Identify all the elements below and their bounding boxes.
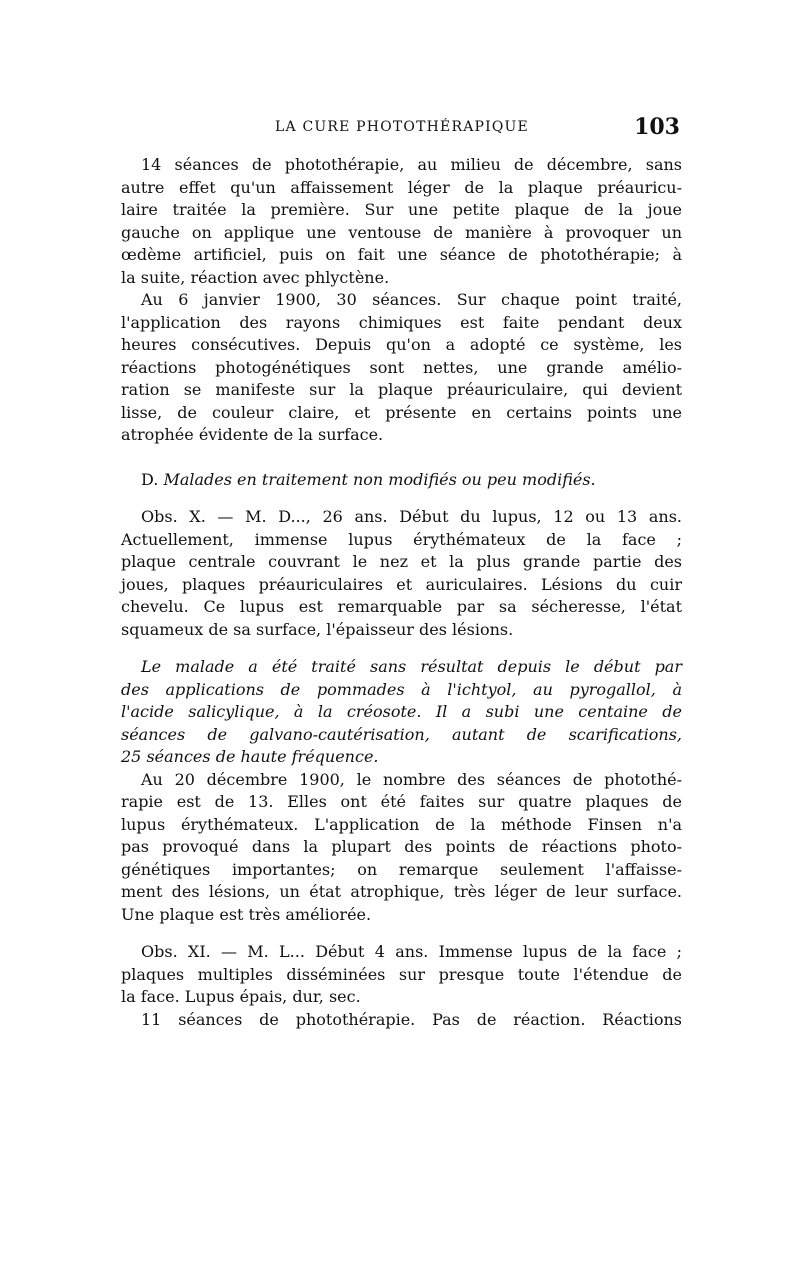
paragraph-1 bbox=[121, 154, 682, 289]
text-line: Obs. X. — M. D..., 26 ans. Début du lupus, 12 ou 13 ans. bbox=[141, 507, 682, 526]
paragraph-7 bbox=[121, 1009, 682, 1032]
section-label: D. bbox=[141, 469, 159, 489]
spacer bbox=[121, 926, 682, 941]
text-line: ment des lésions, un état atrophique, très léger de leur surface. bbox=[121, 882, 682, 901]
text-line: l'acide salicylique, à la créosote. Il a subi une centaine de bbox=[121, 702, 682, 721]
text-line: Obs. XI. — M. L... Début 4 ans. Immense lupus de la face ; bbox=[141, 942, 682, 961]
text-line: réactions photogénétiques sont nettes, une grande amélio- bbox=[121, 357, 682, 377]
paragraph-5 bbox=[121, 769, 682, 927]
paragraph-3 bbox=[121, 506, 682, 641]
text-line: la suite, réaction avec phlyctène. bbox=[121, 267, 390, 287]
paragraph-4 bbox=[121, 656, 682, 769]
spacer bbox=[121, 491, 682, 506]
text-line: ration se manifeste sur la plaque préauriculaire, qui devient bbox=[121, 380, 682, 399]
text-line: lupus érythémateux. L'application de la méthode Finsen n'a bbox=[121, 814, 682, 834]
text-line: chevelu. Ce lupus est remarquable par sa sécheresse, l'état bbox=[121, 597, 682, 616]
text-line: des applications de pommades à l'ichtyol, au pyrogallol, à bbox=[121, 679, 682, 699]
body-text bbox=[121, 154, 682, 1031]
text-line: heures consécutives. Depuis qu'on a adopté ce système, les bbox=[121, 335, 682, 354]
spacer bbox=[121, 447, 682, 469]
page-header bbox=[120, 114, 680, 144]
text-line: Au 20 décembre 1900, le nombre des séances de photothé- bbox=[141, 769, 682, 789]
text-line: séances de galvano-cautérisation, autant de scarifications, bbox=[121, 724, 682, 744]
page-number: 103 bbox=[634, 114, 680, 140]
text-line: plaques multiples disséminées sur presque toute l'étendue de bbox=[121, 964, 682, 984]
section-heading bbox=[121, 469, 682, 492]
text-line: squameux de sa surface, l'épaisseur des lésions. bbox=[121, 619, 514, 639]
text-line: œdème artificiel, puis on fait une séance de photothérapie; à bbox=[121, 245, 682, 264]
text-line: la face. Lupus épais, dur, sec. bbox=[121, 987, 361, 1006]
text-line: lisse, de couleur claire, et présente en certains points une bbox=[121, 402, 682, 422]
text-line: Une plaque est très améliorée. bbox=[121, 904, 372, 924]
text-line: laire traitée la première. Sur une petite plaque de la joue bbox=[121, 200, 682, 219]
paragraph-6 bbox=[121, 941, 682, 1009]
section-title: Malades en traitement non modifiés ou peu modifiés. bbox=[163, 469, 596, 489]
running-title: LA CURE PHOTOTHÉRAPIQUE bbox=[275, 119, 529, 135]
text-line: gauche on applique une ventouse de manière à provoquer un bbox=[121, 222, 682, 242]
text-line: Au 6 janvier 1900, 30 séances. Sur chaque point traité, bbox=[141, 290, 682, 309]
paragraph-2 bbox=[121, 289, 682, 447]
spacer bbox=[121, 641, 682, 656]
text-line: génétiques importantes; on remarque seulement l'affaisse- bbox=[121, 859, 682, 879]
text-line: l'application des rayons chimiques est faite pendant deux bbox=[121, 312, 682, 332]
text-line: Le malade a été traité sans résultat depuis le début par bbox=[141, 657, 682, 676]
text-line: autre effet qu'un affaissement léger de la plaque préauricu- bbox=[121, 177, 682, 197]
text-line: plaque centrale couvrant le nez et la plus grande partie des bbox=[121, 552, 682, 571]
text-line: atrophée évidente de la surface. bbox=[121, 425, 384, 444]
text-line: 25 séances de haute fréquence. bbox=[121, 747, 379, 766]
text-line: 11 séances de photothérapie. Pas de réaction. Réactions bbox=[141, 1009, 682, 1029]
text-line: 14 séances de photothérapie, au milieu de décembre, sans bbox=[141, 155, 682, 174]
text-line: pas provoqué dans la plupart des points de réactions photo- bbox=[121, 837, 682, 856]
text-line: rapie est de 13. Elles ont été faites sur quatre plaques de bbox=[121, 792, 682, 811]
text-line: joues, plaques préauriculaires et auriculaires. Lésions du cuir bbox=[121, 574, 682, 594]
text-line: Actuellement, immense lupus érythémateux de la face ; bbox=[121, 529, 682, 549]
